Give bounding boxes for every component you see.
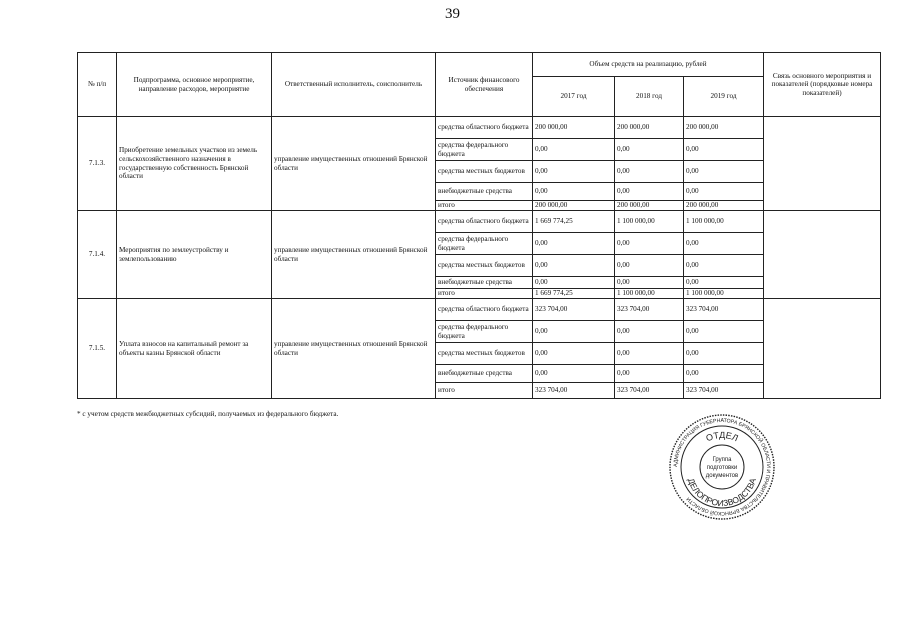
source-cell: внебюджетные средства [436, 365, 533, 383]
source-cell: средства областного бюджета [436, 211, 533, 233]
value-cell: 0,00 [684, 233, 764, 255]
header-link: Связь основного мероприятия и показателей (порядковые номера показателей) [764, 53, 881, 117]
source-cell: внебюджетные средства [436, 183, 533, 201]
link-cell [764, 117, 881, 211]
value-cell: 0,00 [533, 233, 615, 255]
header-year-2017: 2017 год [533, 77, 615, 117]
total-cell: 200 000,00 [684, 201, 764, 211]
value-cell: 323 704,00 [684, 299, 764, 321]
source-cell: итого [436, 383, 533, 399]
value-cell: 0,00 [615, 365, 684, 383]
source-cell: средства областного бюджета [436, 117, 533, 139]
header-executor: Ответственный исполнитель, соисполнитель [272, 53, 436, 117]
source-cell: средства местных бюджетов [436, 343, 533, 365]
value-cell: 0,00 [684, 161, 764, 183]
table-row [78, 211, 881, 233]
stamp-center-line-2: подготовки [706, 465, 738, 471]
table-row [78, 117, 881, 139]
value-cell: 0,00 [533, 161, 615, 183]
value-cell: 0,00 [615, 183, 684, 201]
value-cell: 200 000,00 [533, 117, 615, 139]
value-cell: 0,00 [615, 139, 684, 161]
source-cell: средства федерального бюджета [436, 139, 533, 161]
source-cell: средства местных бюджетов [436, 161, 533, 183]
value-cell: 0,00 [615, 233, 684, 255]
value-cell: 0,00 [684, 365, 764, 383]
executor: управление имущественных отношений Брянской области [272, 117, 436, 211]
value-cell: 0,00 [615, 321, 684, 343]
link-cell [764, 211, 881, 299]
total-cell: 1 100 000,00 [615, 289, 684, 299]
link-cell [764, 299, 881, 399]
value-cell: 323 704,00 [533, 299, 615, 321]
total-cell: 323 704,00 [533, 383, 615, 399]
header-volume: Объем средств на реализацию, рублей [533, 53, 764, 77]
value-cell: 0,00 [533, 321, 615, 343]
value-cell: 0,00 [533, 343, 615, 365]
executor: управление имущественных отношений Брянской области [272, 299, 436, 399]
header-year-2019: 2019 год [684, 77, 764, 117]
source-cell: средства местных бюджетов [436, 255, 533, 277]
value-cell: 1 100 000,00 [615, 211, 684, 233]
official-stamp [657, 413, 787, 521]
total-cell: 1 669 774,25 [533, 289, 615, 299]
value-cell: 1 669 774,25 [533, 211, 615, 233]
footnote: * с учетом средств межбюджетных субсидий, получаемых из федерального бюджета. [77, 410, 339, 418]
value-cell: 0,00 [615, 277, 684, 289]
activity-name: Приобретение земельных участков из земель сельскохозяйственного назначения в государственную собственность Брянской области [117, 117, 272, 211]
stamp-bottom-text: ДЕЛОПРОИЗВОДСТВА [686, 476, 758, 509]
total-cell: 200 000,00 [533, 201, 615, 211]
stamp-outer-text: АДМИНИСТРАЦИЯ ГУБЕРНАТОРА БРЯНСКОЙ ОБЛАСТИ И ПРАВИТЕЛЬСТВА БРЯНСКОЙ ОБЛАСТИ [672, 417, 772, 517]
value-cell: 0,00 [684, 255, 764, 277]
value-cell: 0,00 [684, 183, 764, 201]
header-num: № п/п [78, 53, 117, 117]
value-cell: 200 000,00 [684, 117, 764, 139]
total-cell: 200 000,00 [615, 201, 684, 211]
source-cell: средства областного бюджета [436, 299, 533, 321]
source-cell: внебюджетные средства [436, 277, 533, 289]
header-program: Подпрограмма, основное мероприятие, направление расходов, мероприятие [117, 53, 272, 117]
value-cell: 0,00 [615, 343, 684, 365]
page-number: 39 [445, 6, 460, 22]
stamp-center-line-1: Группа [712, 457, 732, 463]
value-cell: 0,00 [533, 183, 615, 201]
value-cell: 323 704,00 [615, 299, 684, 321]
stamp-center-line-3: документов [705, 473, 739, 479]
row-number: 7.1.3. [78, 117, 117, 211]
budget-table [77, 52, 881, 399]
value-cell: 0,00 [615, 255, 684, 277]
value-cell: 1 100 000,00 [684, 211, 764, 233]
row-number: 7.1.4. [78, 211, 117, 299]
row-number: 7.1.5. [78, 299, 117, 399]
table-row [78, 299, 881, 321]
total-cell: 323 704,00 [684, 383, 764, 399]
executor: управление имущественных отношений Брянской области [272, 211, 436, 299]
value-cell: 200 000,00 [615, 117, 684, 139]
header-year-2018: 2018 год [615, 77, 684, 117]
source-cell: средства федерального бюджета [436, 321, 533, 343]
value-cell: 0,00 [533, 255, 615, 277]
total-cell: 323 704,00 [615, 383, 684, 399]
value-cell: 0,00 [684, 277, 764, 289]
value-cell: 0,00 [533, 139, 615, 161]
source-cell: средства федерального бюджета [436, 233, 533, 255]
value-cell: 0,00 [684, 139, 764, 161]
header-source: Источник финансового обеспечения [436, 53, 533, 117]
total-cell: 1 100 000,00 [684, 289, 764, 299]
value-cell: 0,00 [533, 277, 615, 289]
activity-name: Мероприятия по землеустройству и землепользованию [117, 211, 272, 299]
value-cell: 0,00 [684, 343, 764, 365]
value-cell: 0,00 [684, 321, 764, 343]
value-cell: 0,00 [533, 365, 615, 383]
source-cell: итого [436, 201, 533, 211]
value-cell: 0,00 [615, 161, 684, 183]
activity-name: Уплата взносов на капитальный ремонт за объекты казны Брянской области [117, 299, 272, 399]
source-cell: итого [436, 289, 533, 299]
stamp-top-text: ОТДЕЛ [704, 429, 740, 444]
